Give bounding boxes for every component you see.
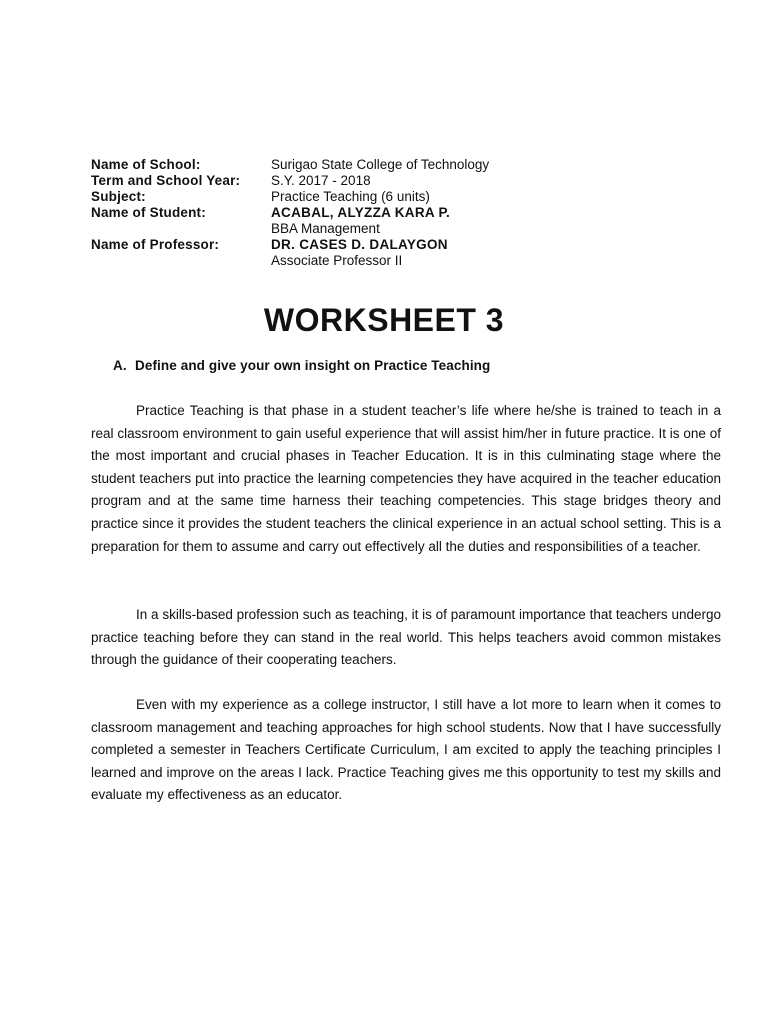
paragraph-2: In a skills-based profession such as teaching, it is of paramount importance that teachers undergo practice teaching before they can stand in the real world. This helps teachers avoid common mistakes through the guidance of their cooperating teachers.	[91, 607, 721, 668]
student-program: BBA Management	[271, 221, 380, 236]
section-heading-text: Define and give your own insight on Practice Teaching	[135, 358, 491, 373]
professor-name: DR. CASES D. DALAYGON	[271, 237, 448, 252]
school-label: Name of School:	[91, 157, 201, 172]
term-value: S.Y. 2017 - 2018	[271, 173, 371, 188]
paragraph-3: Even with my experience as a college instructor, I still have a lot more to learn when it comes to classroom management and teaching approaches for high school students. Now that I have successfully completed a semester in Teachers Certificate Curriculum, I am excited to apply the teaching principles I learned and improve on the areas I lack. Practice Teaching gives me this opportunity to test my skills and evaluate my effectiveness as an educator.	[91, 697, 721, 803]
professor-value	[271, 237, 691, 269]
section-marker: A.	[113, 358, 127, 373]
term-row	[91, 173, 691, 189]
student-row	[91, 205, 691, 237]
term-label: Term and School Year:	[91, 173, 241, 188]
professor-row	[91, 237, 691, 269]
subject-row	[91, 189, 691, 205]
subject-label: Subject:	[91, 189, 146, 204]
section-heading	[113, 358, 490, 373]
worksheet-title: WORKSHEET 3	[263, 302, 505, 338]
professor-title: Associate Professor II	[271, 253, 403, 268]
student-label: Name of Student:	[91, 205, 206, 220]
paragraph-1: Practice Teaching is that phase in a student teacher’s life where he/she is trained to teach in a real classroom environment to gain useful experience that will assist him/her in future practice. It is one of the most important and crucial phases in Teacher Education. It is in this culminating stage where the student teachers put into practice the learning competencies they have acquired in the teacher education program and at the same time harness their teaching competencies. This stage bridges theory and practice since it provides the student teachers the clinical experience in an actual school setting. This is a preparation for them to assume and carry out effectively all the duties and responsibilities of a teacher.	[91, 403, 721, 554]
school-row	[91, 157, 691, 173]
professor-label: Name of Professor:	[91, 237, 220, 252]
header-info-block	[91, 157, 691, 269]
student-name: ACABAL, ALYZZA KARA P.	[271, 205, 451, 220]
school-value: Surigao State College of Technology	[271, 157, 490, 172]
subject-value: Practice Teaching (6 units)	[271, 189, 430, 204]
student-value	[271, 205, 691, 237]
